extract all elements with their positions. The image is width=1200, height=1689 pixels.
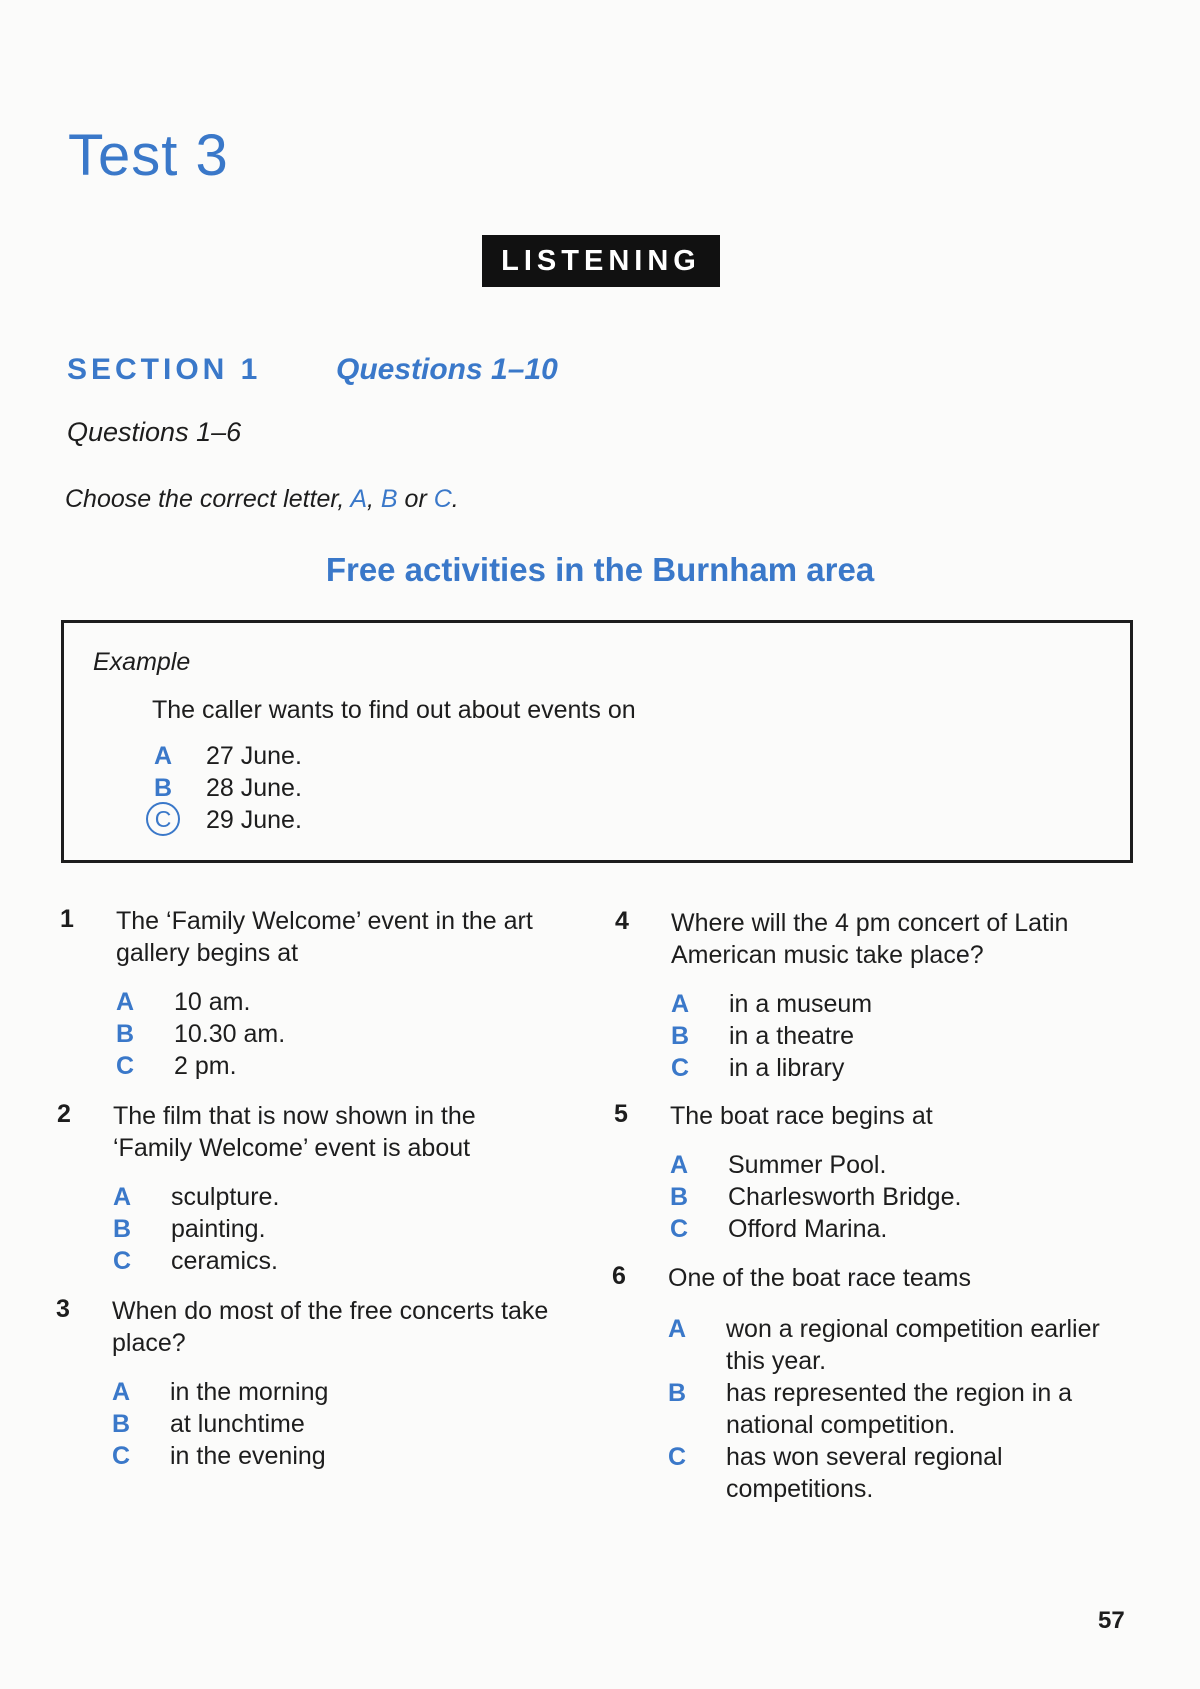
instruction-sep-2: or	[397, 485, 434, 513]
question-number: 6	[612, 1262, 626, 1290]
option-text: 2 pm.	[174, 1052, 237, 1080]
option-letter: C	[116, 1052, 135, 1080]
option-letter: C	[671, 1054, 690, 1082]
option-text: 10 am.	[174, 988, 251, 1016]
question-text: The boat race begins at	[670, 1102, 933, 1130]
instruction-end: .	[451, 485, 459, 513]
option-text: has won several regional competitions.	[726, 1443, 1003, 1503]
option-letter: A	[116, 988, 135, 1016]
instruction	[65, 485, 459, 514]
instruction-sep-1: ,	[367, 485, 381, 513]
option-text: in the morning	[170, 1378, 329, 1406]
circled-answer-letter: C	[146, 802, 180, 836]
option-text: 10.30 am.	[174, 1020, 286, 1048]
option-text: in a library	[729, 1054, 845, 1082]
example-box	[61, 620, 1133, 863]
option-letter: A	[670, 1151, 689, 1179]
option-text: has represented the region in a national competition.	[726, 1379, 1073, 1439]
page-number: 57	[1098, 1607, 1125, 1634]
question-text: The film that is now shown in the ‘Family Welcome’ event is about	[113, 1102, 476, 1162]
section-questions-range: Questions 1–10	[336, 353, 558, 386]
instruction-letter-c: C	[433, 485, 452, 513]
option-letter: C	[113, 1247, 132, 1275]
option-text: in a museum	[729, 990, 873, 1018]
option-letter: B	[116, 1020, 135, 1048]
question-text: The ‘Family Welcome’ event in the art gallery begins at	[116, 907, 533, 967]
example-label: Example	[93, 648, 191, 676]
question-text: One of the boat race teams	[668, 1264, 971, 1292]
subsection-label: Questions 1–6	[67, 417, 242, 447]
option-text: won a regional competition earlier this year.	[726, 1315, 1100, 1375]
test-title: Test 3	[68, 123, 229, 188]
option-text: 29 June.	[206, 806, 302, 834]
option-letter: B	[113, 1215, 132, 1243]
example-option-c	[146, 806, 546, 840]
question-number: 5	[614, 1100, 628, 1128]
option-text: 27 June.	[206, 742, 302, 770]
option-letter: C	[668, 1443, 687, 1471]
option-letter: C	[670, 1215, 689, 1243]
instruction-prefix: Choose the correct letter,	[65, 485, 351, 513]
option-letter: B	[154, 774, 173, 802]
section-label: SECTION 1	[67, 353, 262, 386]
option-letter: A	[154, 742, 173, 770]
option-letter: C	[112, 1442, 131, 1470]
option-letter: A	[112, 1378, 131, 1406]
option-text: 28 June.	[206, 774, 302, 802]
option-text: painting.	[171, 1215, 266, 1243]
question-number: 2	[57, 1100, 71, 1128]
option-letter: A	[113, 1183, 132, 1211]
option-text: Summer Pool.	[728, 1151, 887, 1179]
option-letter: B	[668, 1379, 687, 1407]
option-text: ceramics.	[171, 1247, 278, 1275]
activities-heading: Free activities in the Burnham area	[325, 551, 875, 588]
question-number: 3	[56, 1295, 70, 1323]
instruction-letter-a: A	[350, 485, 368, 513]
example-option-a	[146, 742, 546, 776]
option-text: Offord Marina.	[728, 1215, 888, 1243]
question-number: 1	[60, 905, 74, 933]
example-option-b	[146, 774, 546, 808]
option-letter: A	[671, 990, 690, 1018]
option-text: Charlesworth Bridge.	[728, 1183, 962, 1211]
question-text: When do most of the free concerts take place?	[112, 1297, 549, 1357]
option-letter: A	[668, 1315, 687, 1343]
option-text: at lunchtime	[170, 1410, 305, 1438]
option-letter: B	[671, 1022, 690, 1050]
question-number: 4	[615, 907, 629, 935]
question-text: Where will the 4 pm concert of Latin American music take place?	[671, 909, 1069, 969]
instruction-letter-b: B	[380, 485, 398, 513]
option-letter: B	[670, 1183, 689, 1211]
option-text: in a theatre	[729, 1022, 855, 1050]
option-text: sculpture.	[171, 1183, 280, 1211]
listening-banner: LISTENING	[482, 235, 720, 287]
option-letter: B	[112, 1410, 131, 1438]
example-question: The caller wants to find out about events on	[152, 696, 636, 724]
option-text: in the evening	[170, 1442, 326, 1470]
